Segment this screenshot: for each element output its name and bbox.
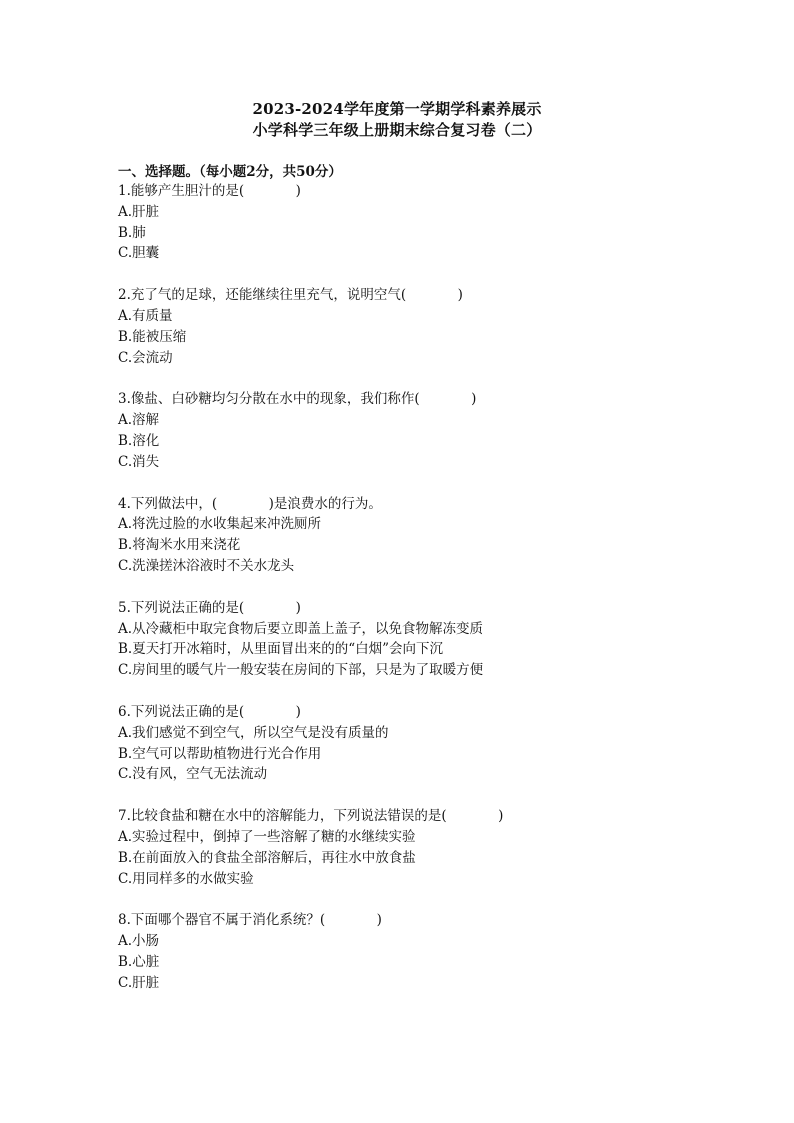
exam-title: 2023-2024学年度第一学期学科素养展示 <box>252 100 542 118</box>
option-a: A.我们感觉不到空气，所以空气是没有质量的 <box>118 724 389 741</box>
option-b: B.空气可以帮助植物进行光合作用 <box>118 745 322 762</box>
question-stem: 6.下列说法正确的是( ) <box>118 703 301 720</box>
option-b: B.在前面放入的食盐全部溶解后，再往水中放食盐 <box>118 849 416 866</box>
question-7 <box>118 806 738 889</box>
question-stem: 7.比较食盐和糖在水中的溶解能力，下列说法错误的是( ) <box>118 808 504 825</box>
option-a: A.从冷藏柜中取完食物后要立即盖上盖子，以免食物解冻变质 <box>118 620 484 637</box>
question-8 <box>118 910 738 993</box>
option-b: B.心脏 <box>118 953 160 970</box>
option-c: C.会流动 <box>118 349 173 366</box>
question-list <box>118 181 738 1015</box>
option-a: A.实验过程中，倒掉了一些溶解了糖的水继续实验 <box>118 828 416 845</box>
option-a: A.小肠 <box>118 933 160 950</box>
option-c: C.胆囊 <box>118 245 160 262</box>
option-b: B.溶化 <box>118 432 160 449</box>
option-c: C.消失 <box>118 453 160 470</box>
option-a: A.溶解 <box>118 412 160 429</box>
question-5 <box>118 598 738 681</box>
question-stem: 4.下列做法中，( )是浪费水的行为。 <box>118 495 382 512</box>
question-6 <box>118 702 738 785</box>
question-2 <box>118 285 738 368</box>
option-b: B.能被压缩 <box>118 328 187 345</box>
option-a: A.将洗过脸的水收集起来冲洗厕所 <box>118 516 322 533</box>
option-b: B.将淘米水用来浇花 <box>118 537 241 554</box>
option-b: B.夏天打开冰箱时，从里面冒出来的的“白烟”会向下沉 <box>118 641 444 658</box>
option-c: C.用同样多的水做实验 <box>118 870 254 887</box>
question-3 <box>118 389 738 472</box>
option-c: C.房间里的暖气片一般安装在房间的下部，只是为了取暖方便 <box>118 662 484 679</box>
question-stem: 8.下面哪个器官不属于消化系统？( ) <box>118 912 382 929</box>
question-stem: 1.能够产生胆汁的是( ) <box>118 183 301 199</box>
option-a: A.肝脏 <box>118 203 160 220</box>
question-4 <box>118 494 738 577</box>
option-c: C.肝脏 <box>118 974 160 991</box>
option-c: C.洗澡搓沐浴液时不关水龙头 <box>118 557 295 574</box>
section-heading: 一、选择题。（每小题2分，共50分） <box>118 164 342 180</box>
question-stem: 2.充了气的足球，还能继续往里充气，说明空气( ) <box>118 287 463 304</box>
exam-subtitle: 小学科学三年级上册期末综合复习卷（二） <box>252 121 542 139</box>
question-stem: 5.下列说法正确的是( ) <box>118 599 301 616</box>
question-1 <box>118 181 738 264</box>
option-c: C.没有风，空气无法流动 <box>118 766 268 783</box>
option-a: A.有质量 <box>118 307 173 324</box>
option-b: B.肺 <box>118 224 146 241</box>
question-stem: 3.像盐、白砂糖均匀分散在水中的现象，我们称作( ) <box>118 391 477 408</box>
